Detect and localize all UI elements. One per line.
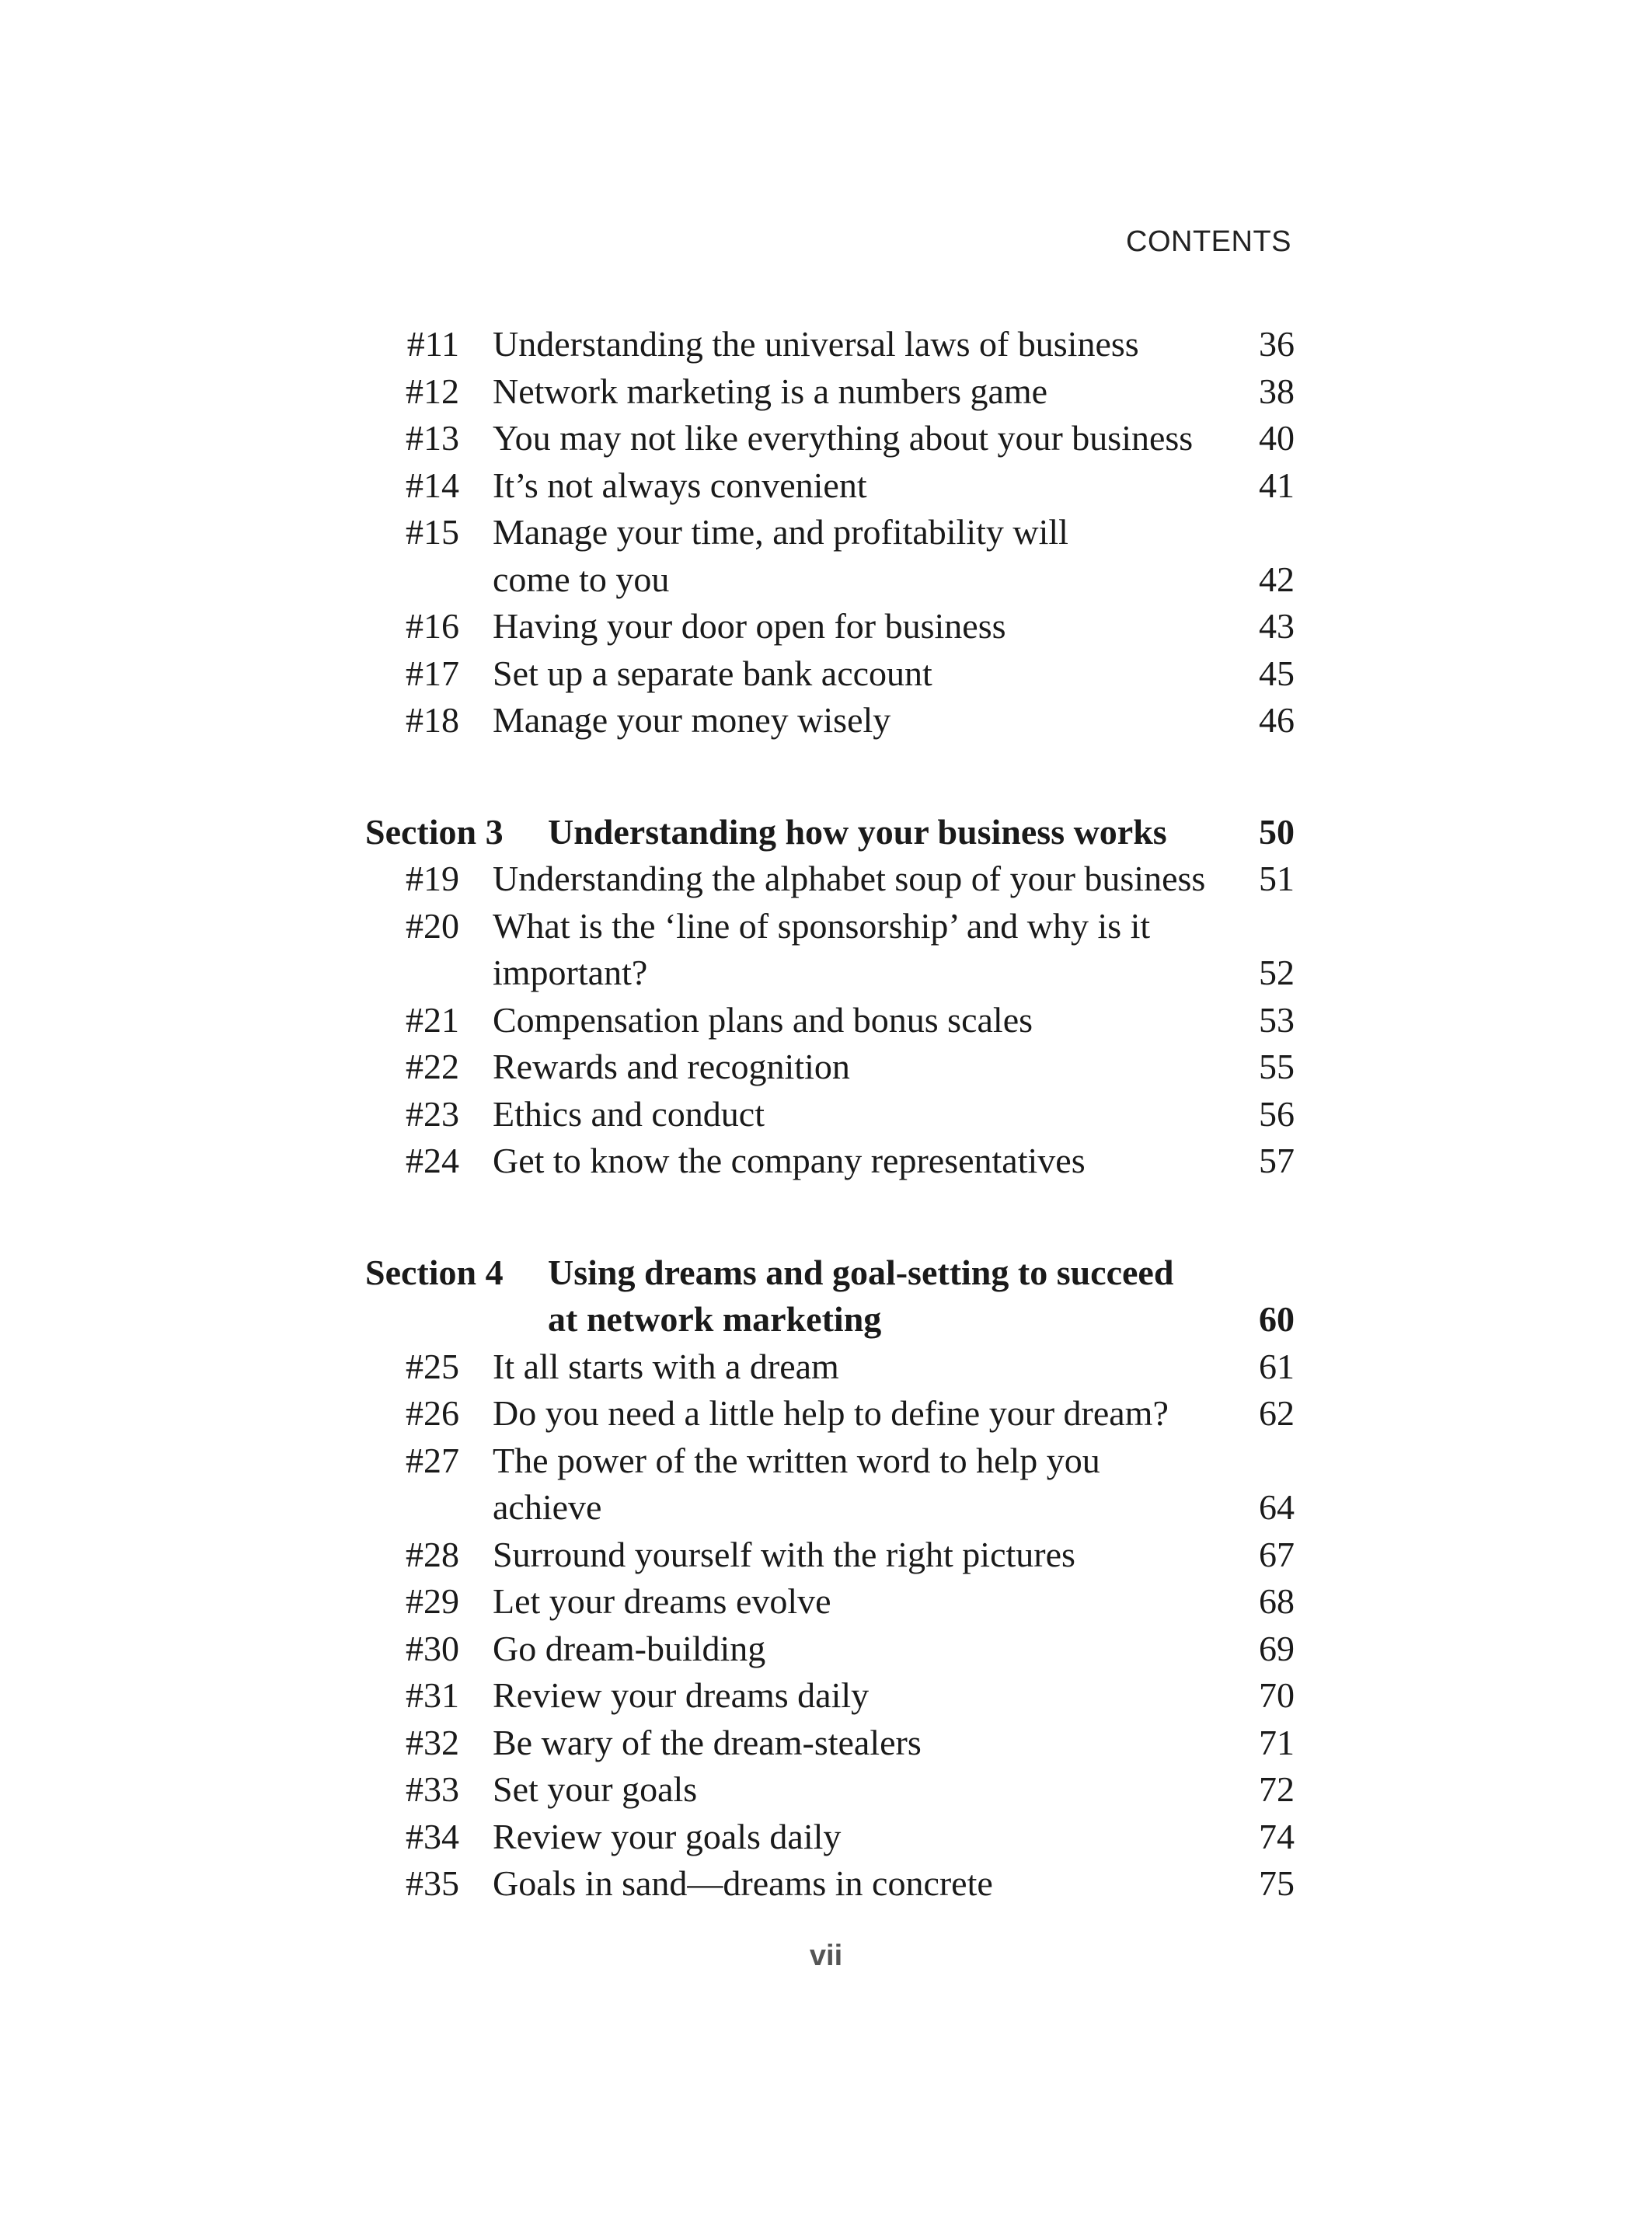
toc-entry — [0, 1766, 1652, 1813]
toc-entry — [0, 509, 1652, 556]
entry-title: Set your goals — [493, 1769, 698, 1809]
entry-number: #13 — [406, 418, 459, 458]
entry-title: Review your goals daily — [493, 1816, 842, 1856]
entry-title: achieve — [493, 1487, 602, 1527]
entry-page: 55 — [1259, 1047, 1295, 1086]
entry-page: 57 — [1259, 1141, 1295, 1180]
entry-title: The power of the written word to help you — [493, 1440, 1100, 1480]
toc-entry — [0, 1814, 1652, 1860]
entry-page: 72 — [1259, 1769, 1295, 1809]
section-label: Section 3 — [365, 811, 504, 852]
entry-title: Understanding the universal laws of business — [493, 324, 1139, 364]
entry-number: #30 — [406, 1628, 459, 1668]
toc-entry — [0, 1044, 1652, 1090]
entry-page: 36 — [1259, 324, 1295, 364]
entry-title: Compensation plans and bonus scales — [493, 999, 1033, 1040]
toc-entry — [0, 368, 1652, 415]
entry-title: Surround yourself with the right pictures — [493, 1534, 1075, 1574]
toc-entry — [0, 1578, 1652, 1625]
section-page: 50 — [1259, 811, 1295, 852]
entry-page: 74 — [1259, 1816, 1295, 1856]
entry-title: Manage your money wisely — [493, 700, 891, 740]
entry-title: You may not like everything about your business — [493, 418, 1194, 458]
running-head: CONTENTS — [1126, 225, 1291, 258]
entry-page: 53 — [1259, 999, 1295, 1040]
toc-entry — [0, 1344, 1652, 1390]
entry-page: 46 — [1259, 700, 1295, 740]
entry-number: #11 — [406, 324, 459, 364]
entry-number: #19 — [406, 859, 459, 898]
entry-title: Go dream-building — [493, 1628, 766, 1668]
entry-number: #22 — [406, 1047, 459, 1086]
section-heading — [0, 809, 1652, 856]
toc-entry — [0, 697, 1652, 744]
section-page: 60 — [1259, 1299, 1295, 1339]
entry-number: #21 — [406, 999, 459, 1040]
entry-title: Manage your time, and profitability will — [493, 512, 1068, 552]
section-heading — [0, 1249, 1652, 1296]
entry-number: #31 — [406, 1675, 459, 1715]
section-title: Understanding how your business works — [548, 811, 1167, 852]
entry-page: 64 — [1259, 1487, 1295, 1527]
entry-number: #25 — [406, 1346, 459, 1386]
entry-number: #17 — [406, 653, 459, 693]
section-label: Section 4 — [365, 1252, 504, 1292]
entry-title: It all starts with a dream — [493, 1346, 839, 1386]
toc-entry — [0, 950, 1652, 996]
entry-number: #35 — [406, 1863, 459, 1903]
toc-entry — [0, 556, 1652, 603]
entry-page: 41 — [1259, 465, 1295, 505]
entry-title: Having your door open for business — [493, 606, 1006, 646]
entry-number: #34 — [406, 1816, 459, 1856]
toc-entry — [0, 462, 1652, 509]
entry-number: #15 — [406, 512, 459, 552]
entry-number: #14 — [406, 465, 459, 505]
toc-entry — [0, 1626, 1652, 1672]
toc-entry — [0, 650, 1652, 697]
toc-entry — [0, 997, 1652, 1044]
toc-entry — [0, 1390, 1652, 1437]
entry-number: #18 — [406, 700, 459, 740]
toc-entry — [0, 856, 1652, 902]
entry-number: #29 — [406, 1581, 459, 1621]
entry-number: #33 — [406, 1769, 459, 1809]
toc-entry — [0, 1484, 1652, 1531]
entry-title: Goals in sand—dreams in concrete — [493, 1863, 993, 1903]
toc-entry — [0, 415, 1652, 462]
entry-page: 68 — [1259, 1581, 1295, 1621]
toc-entry — [0, 903, 1652, 950]
entry-title: Get to know the company representatives — [493, 1141, 1086, 1180]
entry-number: #28 — [406, 1534, 459, 1574]
entry-page: 71 — [1259, 1722, 1295, 1762]
entry-page: 62 — [1259, 1393, 1295, 1433]
toc-entry — [0, 1532, 1652, 1578]
entry-title: Be wary of the dream-stealers — [493, 1722, 922, 1762]
entry-number: #23 — [406, 1093, 459, 1134]
toc-entry — [0, 1720, 1652, 1766]
entry-title: Review your dreams daily — [493, 1675, 870, 1715]
entry-number: #32 — [406, 1722, 459, 1762]
toc-entry — [0, 1091, 1652, 1138]
entry-page: 43 — [1259, 606, 1295, 646]
entry-page: 69 — [1259, 1628, 1295, 1668]
entry-title: What is the ‘line of sponsorship’ and why is it — [493, 905, 1151, 946]
entry-page: 40 — [1259, 418, 1295, 458]
entry-page: 51 — [1259, 859, 1295, 898]
page-number: vii — [809, 1939, 843, 1972]
entry-page: 42 — [1259, 559, 1295, 599]
entry-page: 70 — [1259, 1675, 1295, 1715]
entry-number: #26 — [406, 1393, 459, 1433]
entry-page: 52 — [1259, 953, 1295, 992]
toc-entry — [0, 1138, 1652, 1184]
entry-title: come to you — [493, 559, 670, 599]
entry-title: Rewards and recognition — [493, 1047, 850, 1086]
section-title: at network marketing — [548, 1299, 882, 1339]
entry-page: 61 — [1259, 1346, 1295, 1386]
entry-page: 67 — [1259, 1534, 1295, 1574]
entry-title: Ethics and conduct — [493, 1093, 765, 1134]
entry-title: Do you need a little help to define your dream? — [493, 1393, 1169, 1433]
entry-title: Let your dreams evolve — [493, 1581, 831, 1621]
entry-title: important? — [493, 953, 648, 992]
entry-title: Set up a separate bank account — [493, 653, 932, 693]
entry-title: Network marketing is a numbers game — [493, 371, 1048, 411]
toc-entry — [0, 321, 1652, 368]
entry-page: 38 — [1259, 371, 1295, 411]
entry-number: #27 — [406, 1440, 459, 1480]
entry-page: 56 — [1259, 1093, 1295, 1134]
entry-number: #16 — [406, 606, 459, 646]
toc-entry — [0, 1438, 1652, 1484]
toc-entry — [0, 603, 1652, 650]
toc-entry — [0, 1672, 1652, 1719]
entry-page: 45 — [1259, 653, 1295, 693]
entry-number: #12 — [406, 371, 459, 411]
entry-title: It’s not always convenient — [493, 465, 867, 505]
section-heading — [0, 1296, 1652, 1343]
entry-title: Understanding the alphabet soup of your business — [493, 859, 1206, 898]
section-title: Using dreams and goal-setting to succeed — [548, 1252, 1174, 1292]
entry-number: #24 — [406, 1141, 459, 1180]
toc-entry — [0, 1860, 1652, 1907]
entry-number: #20 — [406, 905, 459, 946]
entry-page: 75 — [1259, 1863, 1295, 1903]
